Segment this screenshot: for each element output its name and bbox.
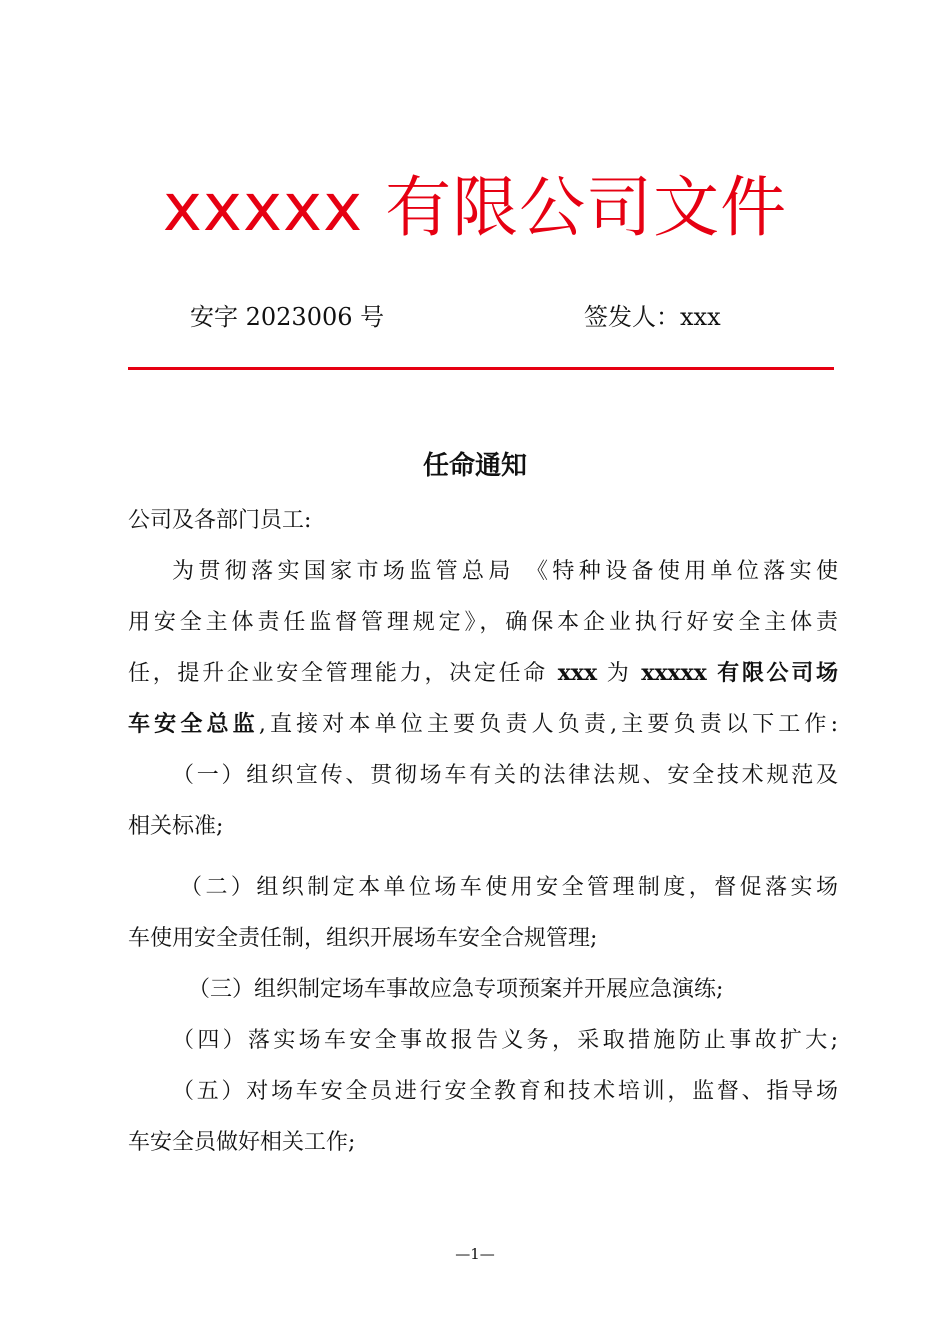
list-item-line: 车安全员做好相关工作; <box>128 1130 356 1155</box>
salutation: 公司及各部门员工: <box>128 508 312 533</box>
list-item-line: 车使用安全责任制，组织开展场车安全合规管理; <box>128 926 598 951</box>
paragraph-line <box>128 648 838 699</box>
paragraph-line: 用安全主体责任监督管理规定》，确保本企业执行好安全主体责 <box>128 610 838 635</box>
paragraph-line: 为贯彻落实国家市场监管总局 《特种设备使用单位落实使 <box>172 559 838 584</box>
notice-body <box>128 495 838 1168</box>
list-item-line: （五）对场车安全员进行安全教育和技术培训，监督、指导场 <box>172 1079 838 1104</box>
header-divider <box>128 367 834 370</box>
document-number: 安字 2023006 号 <box>190 303 385 331</box>
paragraph-text: ,直接对本单位主要负责人负责,主要负责以下工作: <box>258 712 838 737</box>
document-header-title: xxxxx 有限公司文件 <box>162 169 788 246</box>
paragraph-line <box>128 699 838 750</box>
spacer <box>128 852 838 862</box>
list-item-line: （三）组织制定场车事故应急专项预案并开展应急演练; <box>188 977 724 1002</box>
list-item-line: （二）组织制定本单位场车使用安全管理制度，督促落实场 <box>180 875 838 900</box>
list-item-line: （四）落实场车安全事故报告义务，采取措施防止事故扩大; <box>172 1028 838 1053</box>
list-item-line: （一）组织宣传、贯彻场车有关的法律法规、安全技术规范及 <box>172 763 838 788</box>
list-item-line: 相关标准; <box>128 814 224 839</box>
company-name: xxxxx 有限公司场 <box>641 660 838 686</box>
page-number: —1— <box>455 1245 495 1263</box>
appointee-name: xxx <box>557 660 598 686</box>
paragraph-text: 为 <box>606 661 632 686</box>
position-title: 车安全总监 <box>128 711 259 737</box>
paragraph-text: 任，提升企业安全管理能力，决定任命 <box>128 661 549 686</box>
issuer-label: 签发人：xxx <box>584 303 721 331</box>
notice-title: 任命通知 <box>422 451 527 481</box>
